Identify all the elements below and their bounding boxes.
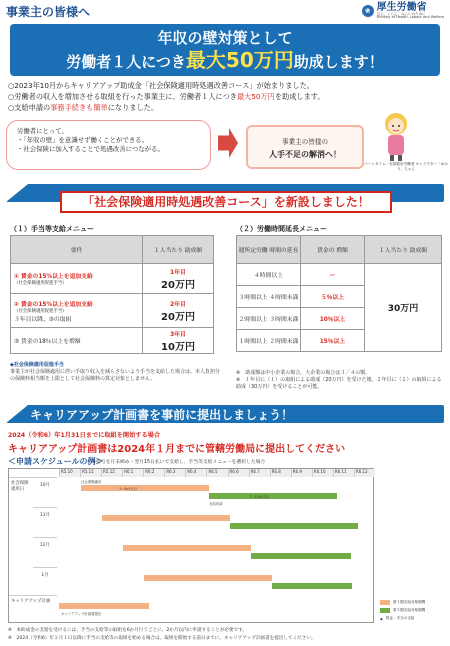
month-header: R6.12 <box>354 469 375 477</box>
bar-plan <box>59 603 149 609</box>
bullet-2-red: 最大50万円 <box>236 92 275 101</box>
headline-text-b: 助成します！ <box>293 53 384 71</box>
menu1-row1-period: 1年目 <box>170 269 186 276</box>
bullet-1: ○2023年10月からキャリアアップ助成金「社会保険適用時処遇改善コース」が始まりました。 <box>8 81 314 90</box>
bar-nov-period1 <box>102 515 230 521</box>
promo-text: 事業主が社会保険適用に伴い手取り収入を減らさないよう手当を支給した場合は、本人負担分の保険料相当額を上限として社会保険料の算定対象としません。 <box>10 369 221 382</box>
month-header: R6.6 <box>228 469 249 477</box>
menu1-row1-amount: 20万円 <box>161 279 195 291</box>
bar-dec-period1 <box>123 545 251 551</box>
menu1-row2-period: 2年目 <box>170 301 186 308</box>
schedule-row-1: 1月 <box>33 567 57 595</box>
menu2-table <box>236 235 442 352</box>
schedule-row-10: 10月 <box>33 477 57 507</box>
menu1-row1-sub: （社会保険適用促進手当） <box>14 281 67 286</box>
diamond-icon: ◆ <box>380 616 383 621</box>
menu1-row3-period: 3年目 <box>170 331 186 338</box>
right-arrow-icon <box>218 128 238 158</box>
legend-period1 <box>380 600 425 605</box>
table-row <box>237 264 442 286</box>
headline-banner <box>10 24 440 76</box>
menu2-col-hours: 週所定労働 時間の延長 <box>237 236 301 264</box>
menu1-row2-req: ② 賃金の15%以上を追加支給 <box>14 301 93 308</box>
menu1-row1-req: ① 賃金の15%以上を追加支給 <box>14 274 93 280</box>
headline-line1: 年収の壁対策として <box>157 29 293 47</box>
month-header: R5.10 <box>59 469 80 477</box>
month-header: R5.11 <box>80 469 101 477</box>
table-row <box>11 264 214 294</box>
month-header: R6.5 <box>206 469 227 477</box>
bar-nov-period2 <box>230 523 358 529</box>
month-header: R6.8 <box>270 469 291 477</box>
legend-period2 <box>380 608 425 613</box>
bullet-2-text-b: を助成します。 <box>274 92 325 101</box>
mhlw-logo <box>362 3 444 20</box>
schedule-row-12: 12月 <box>33 537 57 567</box>
bullet-3-text-b: になりました。 <box>107 103 159 112</box>
page-header <box>0 0 450 22</box>
worker-benefit-line2: ・「年収の壁」を意識せず働くことができる。 <box>17 136 149 144</box>
menu2-row4-hours: １時間以上 ２時間未満 <box>237 330 301 352</box>
menu2-row4-raise: 15％以上 <box>301 330 365 352</box>
employer-benefit-line2: 人手不足の解消へ！ <box>269 150 341 159</box>
schedule-group-label-1: 社会保険適用日 <box>9 477 33 595</box>
bullet-2 <box>8 92 448 102</box>
promo-note <box>10 362 220 383</box>
promo-title: ◆社会保険適用促進手当 <box>10 362 64 368</box>
menu2-note-2: ※ １年目に（１）の取組による助成（20万円）を受けた後、２年目に（２）の取組による助成（30万円）を受けることが可能。 <box>236 377 442 390</box>
employer-benefit-line1: 事業主の皆様の <box>281 138 329 146</box>
bar-jan-period2 <box>272 583 352 589</box>
menu2-heading: （２）労働時間延長メニュー <box>236 225 327 233</box>
footnote-1: ※ 本助成金の支給を受けるには、手当の支給等の取組を6か月行うごとに、2か月以内に申請することが必要です。 <box>8 628 248 633</box>
bullet-3-text-a: ○支給申請の <box>8 103 51 112</box>
bar-oct-period1 <box>81 485 209 491</box>
menu1-row3-amount: 10万円 <box>161 341 195 353</box>
mhlw-logo-icon: ❀ <box>362 5 374 17</box>
legend-payment-label: 賃金・手当の支給 <box>385 616 415 620</box>
menu2-note-1: ※ 助成額は中小企業の場合。大企業の場合は３／４の額。 <box>236 370 371 376</box>
month-header: R5.12 <box>101 469 122 477</box>
month-header: R6.7 <box>249 469 270 477</box>
deadline-headline: キャリアアップ計画書は2024年１月までに管轄労働局に提出してください <box>8 444 346 455</box>
bar-oct-period2 <box>209 493 337 499</box>
menu2-row3-hours: ２時間以上 ３時間未満 <box>237 308 301 330</box>
employer-benefit-box <box>246 125 364 169</box>
worker-benefit-line3: ・社会保険に加入することで処遇改善につながる。 <box>17 145 164 153</box>
menu1-heading: （１）手当等支給メニュー <box>10 225 94 233</box>
bar-jan-period1 <box>144 575 272 581</box>
menu2-amount: 30万円 <box>365 264 442 352</box>
table-row <box>11 294 214 328</box>
headline-line2 <box>10 48 440 74</box>
month-header: R6.4 <box>185 469 206 477</box>
legend-period2-label: 第２期支給対象期間 <box>393 608 426 612</box>
section2-title: キャリアアップ計画書を事前に提出しましょう！ <box>30 408 294 422</box>
menu2-row2-raise: ５％以上 <box>301 286 365 308</box>
headline-text-a: 労働者１人につき <box>66 53 186 71</box>
menu1-col-requirement: 要件 <box>11 236 143 264</box>
legend-period1-label: 第１期支給対象期間 <box>393 600 426 604</box>
headline-highlight: 最大50万円 <box>185 48 294 72</box>
schedule-note: ※給与を月末締め・翌月15日払いで支給し、手当等支給メニューを選択した場合 <box>92 460 266 465</box>
label-start-oct: 社会保険適用 <box>81 480 102 484</box>
schedule-group-label-2: キャリアアップ計画 <box>9 595 57 623</box>
label-plan: キャリアアップ計画書提出 <box>61 612 102 616</box>
worker-benefit-box <box>6 120 211 170</box>
table-row <box>11 328 214 354</box>
month-header: R6.2 <box>143 469 164 477</box>
logo-subtitle-en: Ministry of Health, Labour and Welfare <box>376 15 444 19</box>
month-header: R6.9 <box>291 469 312 477</box>
menu1-row3-req: ③ 賃金の18％以上を増額 <box>14 339 81 345</box>
schedule-chart <box>8 468 374 623</box>
menu1-row2-sub: （社会保険適用促進手当） <box>14 308 67 314</box>
page-title: 事業主の皆様へ <box>6 4 91 19</box>
logo-subtitle-jp: ひと、くらし、みらいのために <box>376 11 426 16</box>
menu2-col-amount: １人当たり 助成額 <box>365 236 442 264</box>
bullet-3-red: 事務手続きも簡単 <box>50 103 108 112</box>
label-m1-oct: 1〜6か月目 <box>119 487 137 491</box>
menu2-row1-hours: ４時間以上 <box>237 264 301 286</box>
month-header: R6.11 <box>333 469 354 477</box>
schedule-title: ＜申請スケジュールの例＞ <box>8 457 104 466</box>
month-header: R6.3 <box>164 469 185 477</box>
worker-benefit-line1: 労働者にとって、 <box>17 127 68 135</box>
menu1-table <box>10 235 214 354</box>
mascot-illustration <box>376 110 416 162</box>
bar-dec-period2 <box>251 553 351 559</box>
menu2-row1-raise: ー <box>301 264 365 286</box>
legend-payment <box>380 616 415 621</box>
menu1-row2-amount: 20万円 <box>161 311 195 323</box>
mascot-caption: パートタイム・有期雇用労働者 キャラクター「ゆかり」ちゃん <box>364 162 448 171</box>
label-m2-oct: 7〜12か月目 <box>249 495 270 499</box>
month-header: R6.1 <box>122 469 143 477</box>
bullet-2-text-a: ○労働者の収入を増加させる取組を行った事業主に、労働者１人につき <box>8 92 237 101</box>
month-header: R6.10 <box>312 469 333 477</box>
footnote-2: ※ 2024（令和6）年２月１日以降に手当の支給等の取組を始める場合は、取組を開始する前日までに、キャリアアップ計画書を提出してください。 <box>8 636 316 641</box>
schedule-row-11: 11月 <box>33 507 57 537</box>
menu1-col-amount: １人当たり 助成額 <box>143 236 214 264</box>
menu2-col-raise: 賃金の 増額 <box>301 236 365 264</box>
menu2-row3-raise: 10％以上 <box>301 308 365 330</box>
label-apply-oct: 支給申請 <box>209 502 223 506</box>
deadline-condition: 2024（令和6）年1月31日までに取組を開始する場合 <box>8 432 161 439</box>
menu2-notes <box>236 370 444 391</box>
menu1-row2-extra: ３年目以降、③の取組 <box>14 316 72 323</box>
logo-name: 厚生労働省 <box>376 1 427 13</box>
menu2-row2-hours: ３時間以上 ４時間未満 <box>237 286 301 308</box>
section1-title: 「社会保険適用時処遇改善コース」を新設しました！ <box>60 191 392 213</box>
